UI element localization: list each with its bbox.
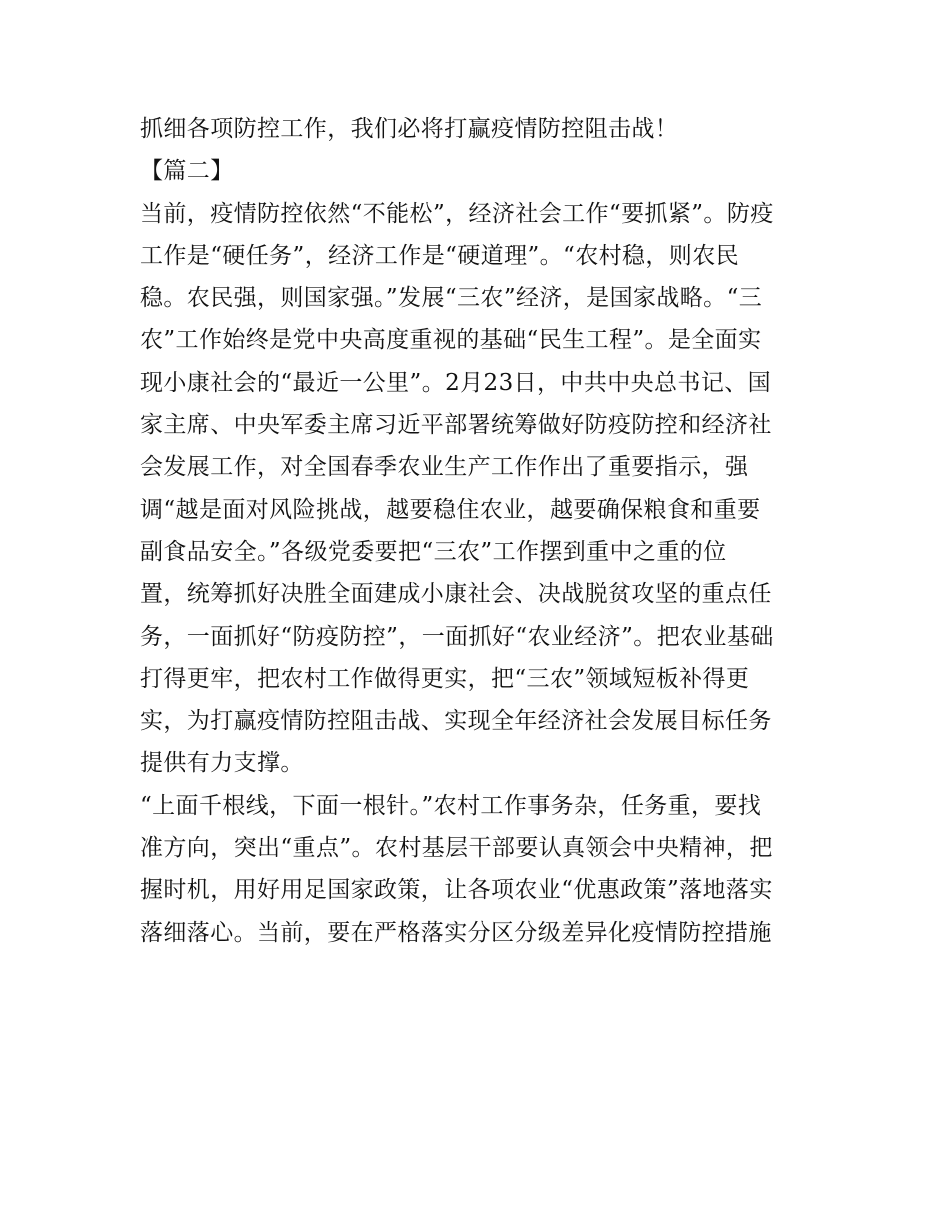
text-line: 实，为打赢疫情防控阻击战、实现全年经济社会发展目标任务 — [140, 708, 772, 735]
text-line: 稳。农民强，则国家强。”发展“三农”经济，是国家战略。“三 — [140, 285, 763, 312]
document-body — [140, 108, 820, 954]
text-line: 务，一面抓好“防疫防控”，一面抓好“农业经济”。把农业基础 — [140, 623, 774, 650]
text-line: 农”工作始终是党中央高度重视的基础“民生工程”。是全面实 — [140, 327, 762, 354]
text-line: 调“越是面对风险挑战，越要稳住农业，越要确保粮食和重要 — [140, 496, 761, 523]
text-line: 副食品安全。”各级党委要把“三农”工作摆到重中之重的位 — [140, 538, 727, 565]
text-line: 当前，疫情防控依然“不能松”，经济社会工作“要抓紧”。防疫 — [140, 200, 774, 227]
text-line: 家主席、中央军委主席习近平部署统筹做好防疫防控和经济社 — [140, 412, 772, 439]
text-line: 会发展工作，对全国春季农业生产工作作出了重要指示，强 — [140, 454, 749, 481]
text-line: 现小康社会的“最近一公里”。2月23日，中共中央总书记、国 — [140, 369, 772, 396]
text-line: 准方向，突出“重点”。农村基层干部要认真领会中央精神，把 — [140, 835, 773, 862]
text-line: 打得更牢，把农村工作做得更实，把“三农”领域短板补得更 — [140, 665, 750, 692]
section-heading: 【篇二】 — [140, 158, 234, 185]
text-line: 提供有力支撑。 — [140, 750, 304, 777]
text-line: 置，统筹抓好决胜全面建成小康社会、决战脱贫攻坚的重点任 — [140, 581, 772, 608]
text-line: “上面千根线，下面一根针。”农村工作事务杂，任务重，要找 — [140, 792, 762, 819]
text-line: 握时机，用好用足国家政策，让各项农业“优惠政策”落地落实 — [140, 877, 773, 904]
text-line: 落细落心。当前，要在严格落实分区分级差异化疫情防控措施 — [140, 919, 772, 946]
text-line: 抓细各项防控工作，我们必将打赢疫情防控阻击战！ — [140, 116, 679, 142]
text-line: 工作是“硬任务”，经济工作是“硬道理”。“农村稳，则农民 — [140, 242, 739, 269]
